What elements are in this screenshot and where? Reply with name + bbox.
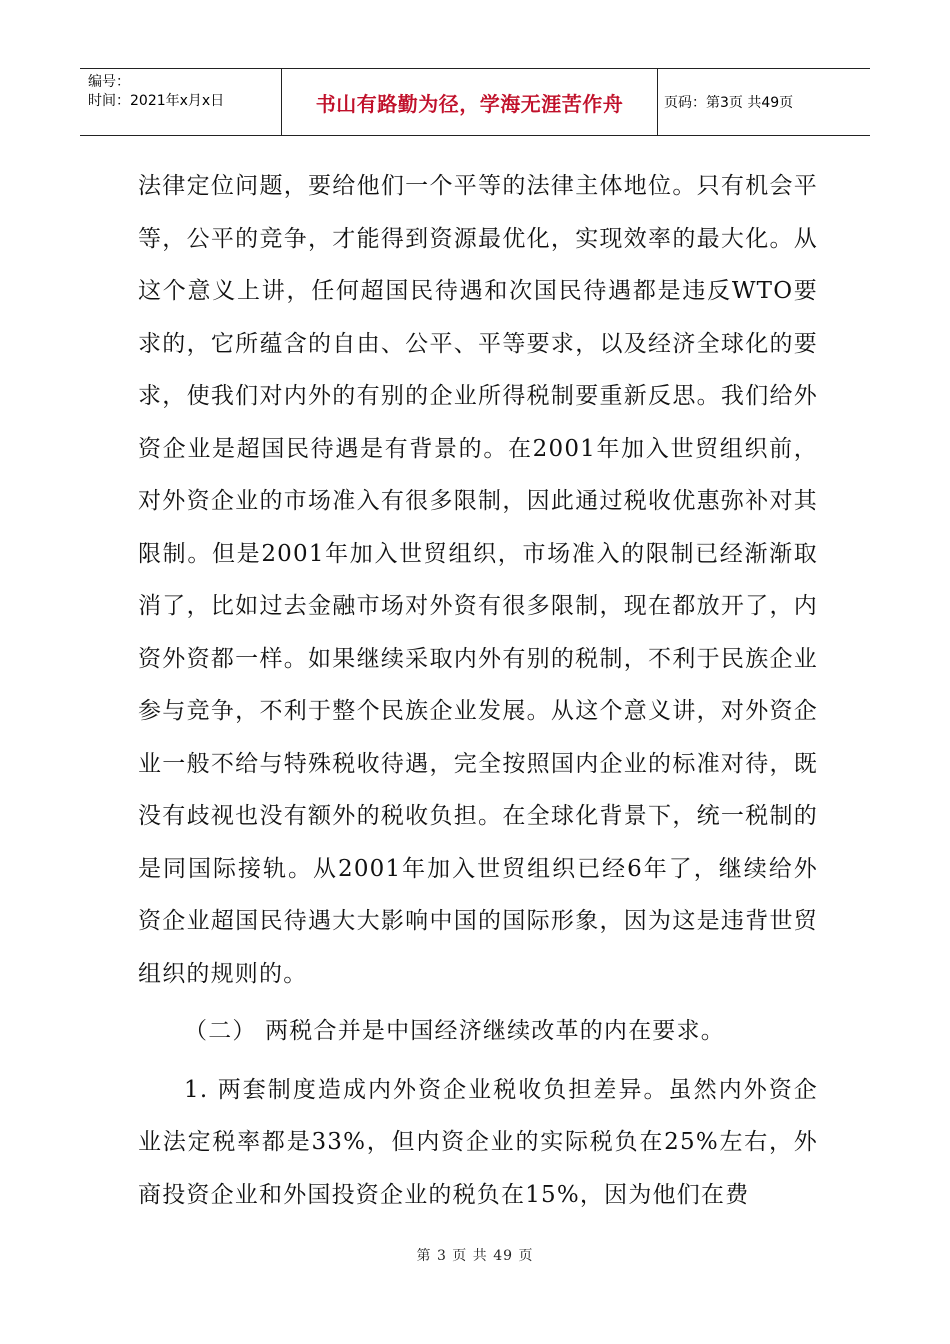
body-paragraph: 法律定位问题，要给他们一个平等的法律主体地位。只有机会平等，公平的竞争，才能得到资源最优化，实现效率的最大化。从这个意义上讲，任何超国民待遇和次国民待遇都是违反WTO要求的，它所蕴含的自由、公平、平等要求，以及经济全球化的要求，使我们对内外的有别的企业所得税制要重新反思。我们给外资企业是超国民待遇是有背景的。在2001年加入世贸组织前，对外资企业的市场准入有很多限制，因此通过税收优惠弥补对其限制。但是2001年加入世贸组织，市场准入的限制已经渐渐取消了，比如过去金融市场对外资有很多限制，现在都放开了，内资外资都一样。如果继续采取内外有别的税制，不利于民族企业参与竞争，不利于整个民族企业发展。从这个意义讲，对外资企业一般不给与特殊税收待遇，完全按照国内企业的标准对待，既没有歧视也没有额外的税收负担。在全球化背景下，统一税制的是同国际接轨。从2001年加入世贸组织已经6年了，继续给外资企业超国民待遇大大影响中国的国际形象，因为这是违背世贸组织的规则的。: [138, 173, 818, 987]
header-meta: [80, 69, 282, 135]
document-time-label: 时间：2021年x月x日: [88, 93, 225, 109]
document-body: [138, 160, 818, 1221]
numbered-paragraph: 1. 两套制度造成内外资企业税收负担差异。虽然内外资企业法定税率都是33%，但内资企业的实际税负在25%左右，外商投资企业和外国投资企业的税负在15%，因为他们在费: [138, 1076, 818, 1208]
header-motto-cell: [282, 69, 658, 135]
header-page-info-cell: [658, 69, 870, 135]
header-page-info: 页码：第3页 共49页: [664, 95, 794, 111]
page-header: [80, 68, 870, 136]
section-heading: （二） 两税合并是中国经济继续改革的内在要求。: [184, 1018, 725, 1044]
page-footer: 第 3 页 共 49 页: [416, 1248, 534, 1264]
document-number-label: 编号：: [88, 74, 130, 90]
header-motto: 书山有路勤为径，学海无涯苦作舟: [315, 91, 624, 116]
